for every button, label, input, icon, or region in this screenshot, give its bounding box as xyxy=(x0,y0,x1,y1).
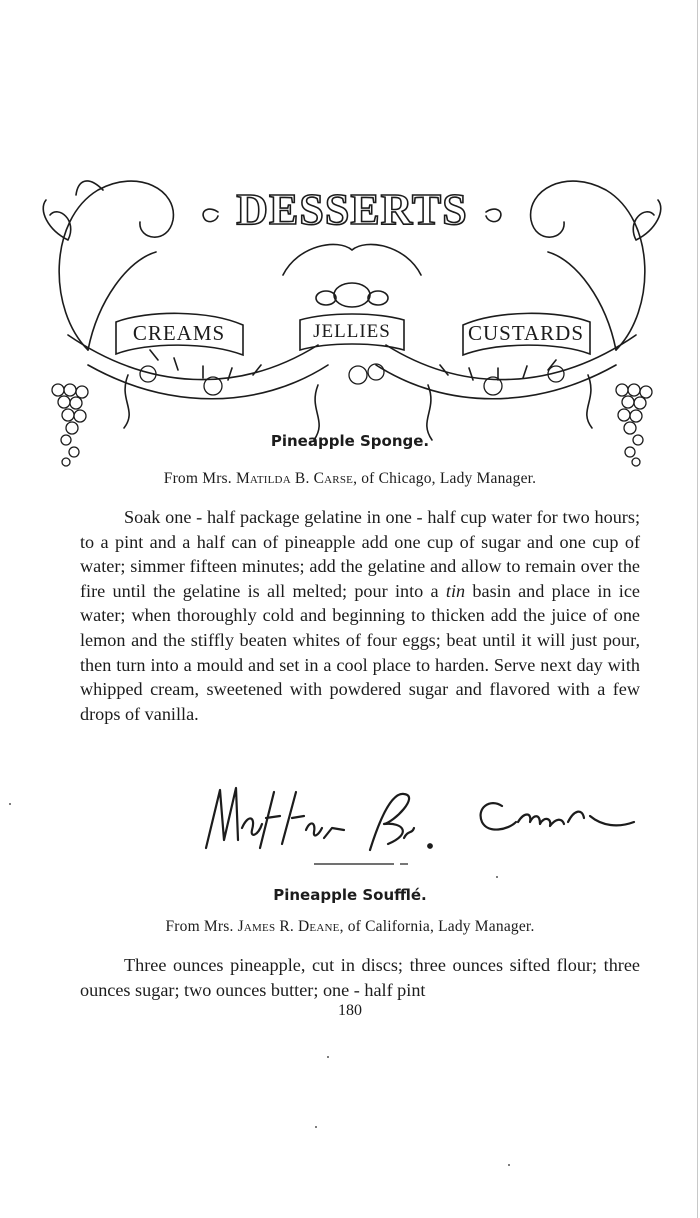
jellies-label: JELLIES xyxy=(313,321,391,342)
scan-speck xyxy=(9,803,11,805)
contributor-line xyxy=(0,918,700,936)
contributor-line xyxy=(0,470,700,488)
recipe-title: Pineapple Sponge. xyxy=(270,432,430,450)
grape-cluster-left xyxy=(52,384,88,466)
grape-cluster-right xyxy=(616,384,652,466)
custards-label: CUSTARDS xyxy=(467,321,585,345)
from-suffix: , of Chicago, Lady Manager. xyxy=(353,470,537,487)
contributor-name: Matilda B. Carse xyxy=(235,470,354,487)
from-prefix: From Mrs. xyxy=(163,470,236,487)
handwritten-signature xyxy=(198,778,638,858)
scan-speck xyxy=(496,876,498,878)
creams-label: CREAMS xyxy=(132,321,226,345)
recipe-body: Three ounces pineapple, cut in discs; three ounces sifted flour; three ounces sugar; two ounces butter; one - half pint xyxy=(80,955,640,1000)
desserts-title: DESSERTS xyxy=(236,185,468,234)
scan-speck xyxy=(315,1126,317,1128)
scan-speck xyxy=(508,1164,510,1166)
scan-speck xyxy=(327,1056,329,1058)
section-divider xyxy=(312,862,416,866)
page-number: 180 xyxy=(338,1002,362,1019)
from-prefix: From Mrs. xyxy=(165,918,238,935)
body-text-part: Soak one - half package gelatine in one - half cup water for two hours; to a pint and a half can of pineapple add one cup of sugar and one cup of water; simmer fifteen minutes; add the gelatine and allow to remain over the fire until the gelatine is all melted; pour into a xyxy=(80,507,640,601)
body-italic-word: tin xyxy=(445,580,466,601)
recipe-title: Pineapple Soufflé. xyxy=(273,886,427,904)
from-suffix: , of California, Lady Manager. xyxy=(339,918,535,935)
recipe-body xyxy=(80,505,640,726)
contributor-name: James R. Deane xyxy=(237,918,340,935)
body-text-part: basin and place in ice water; when thoroughly cold and beginning to thicken add the juice of one lemon and the stiffly beaten whites of four eggs; beat until it will just pour, then turn into a mould and set in a cool place to harden. Serve next day with whipped cream, sweetened with powdered sugar and flavored with a few drops of vanilla. xyxy=(80,580,640,724)
desserts-header-ornament xyxy=(28,160,676,472)
page-edge xyxy=(697,0,698,1218)
